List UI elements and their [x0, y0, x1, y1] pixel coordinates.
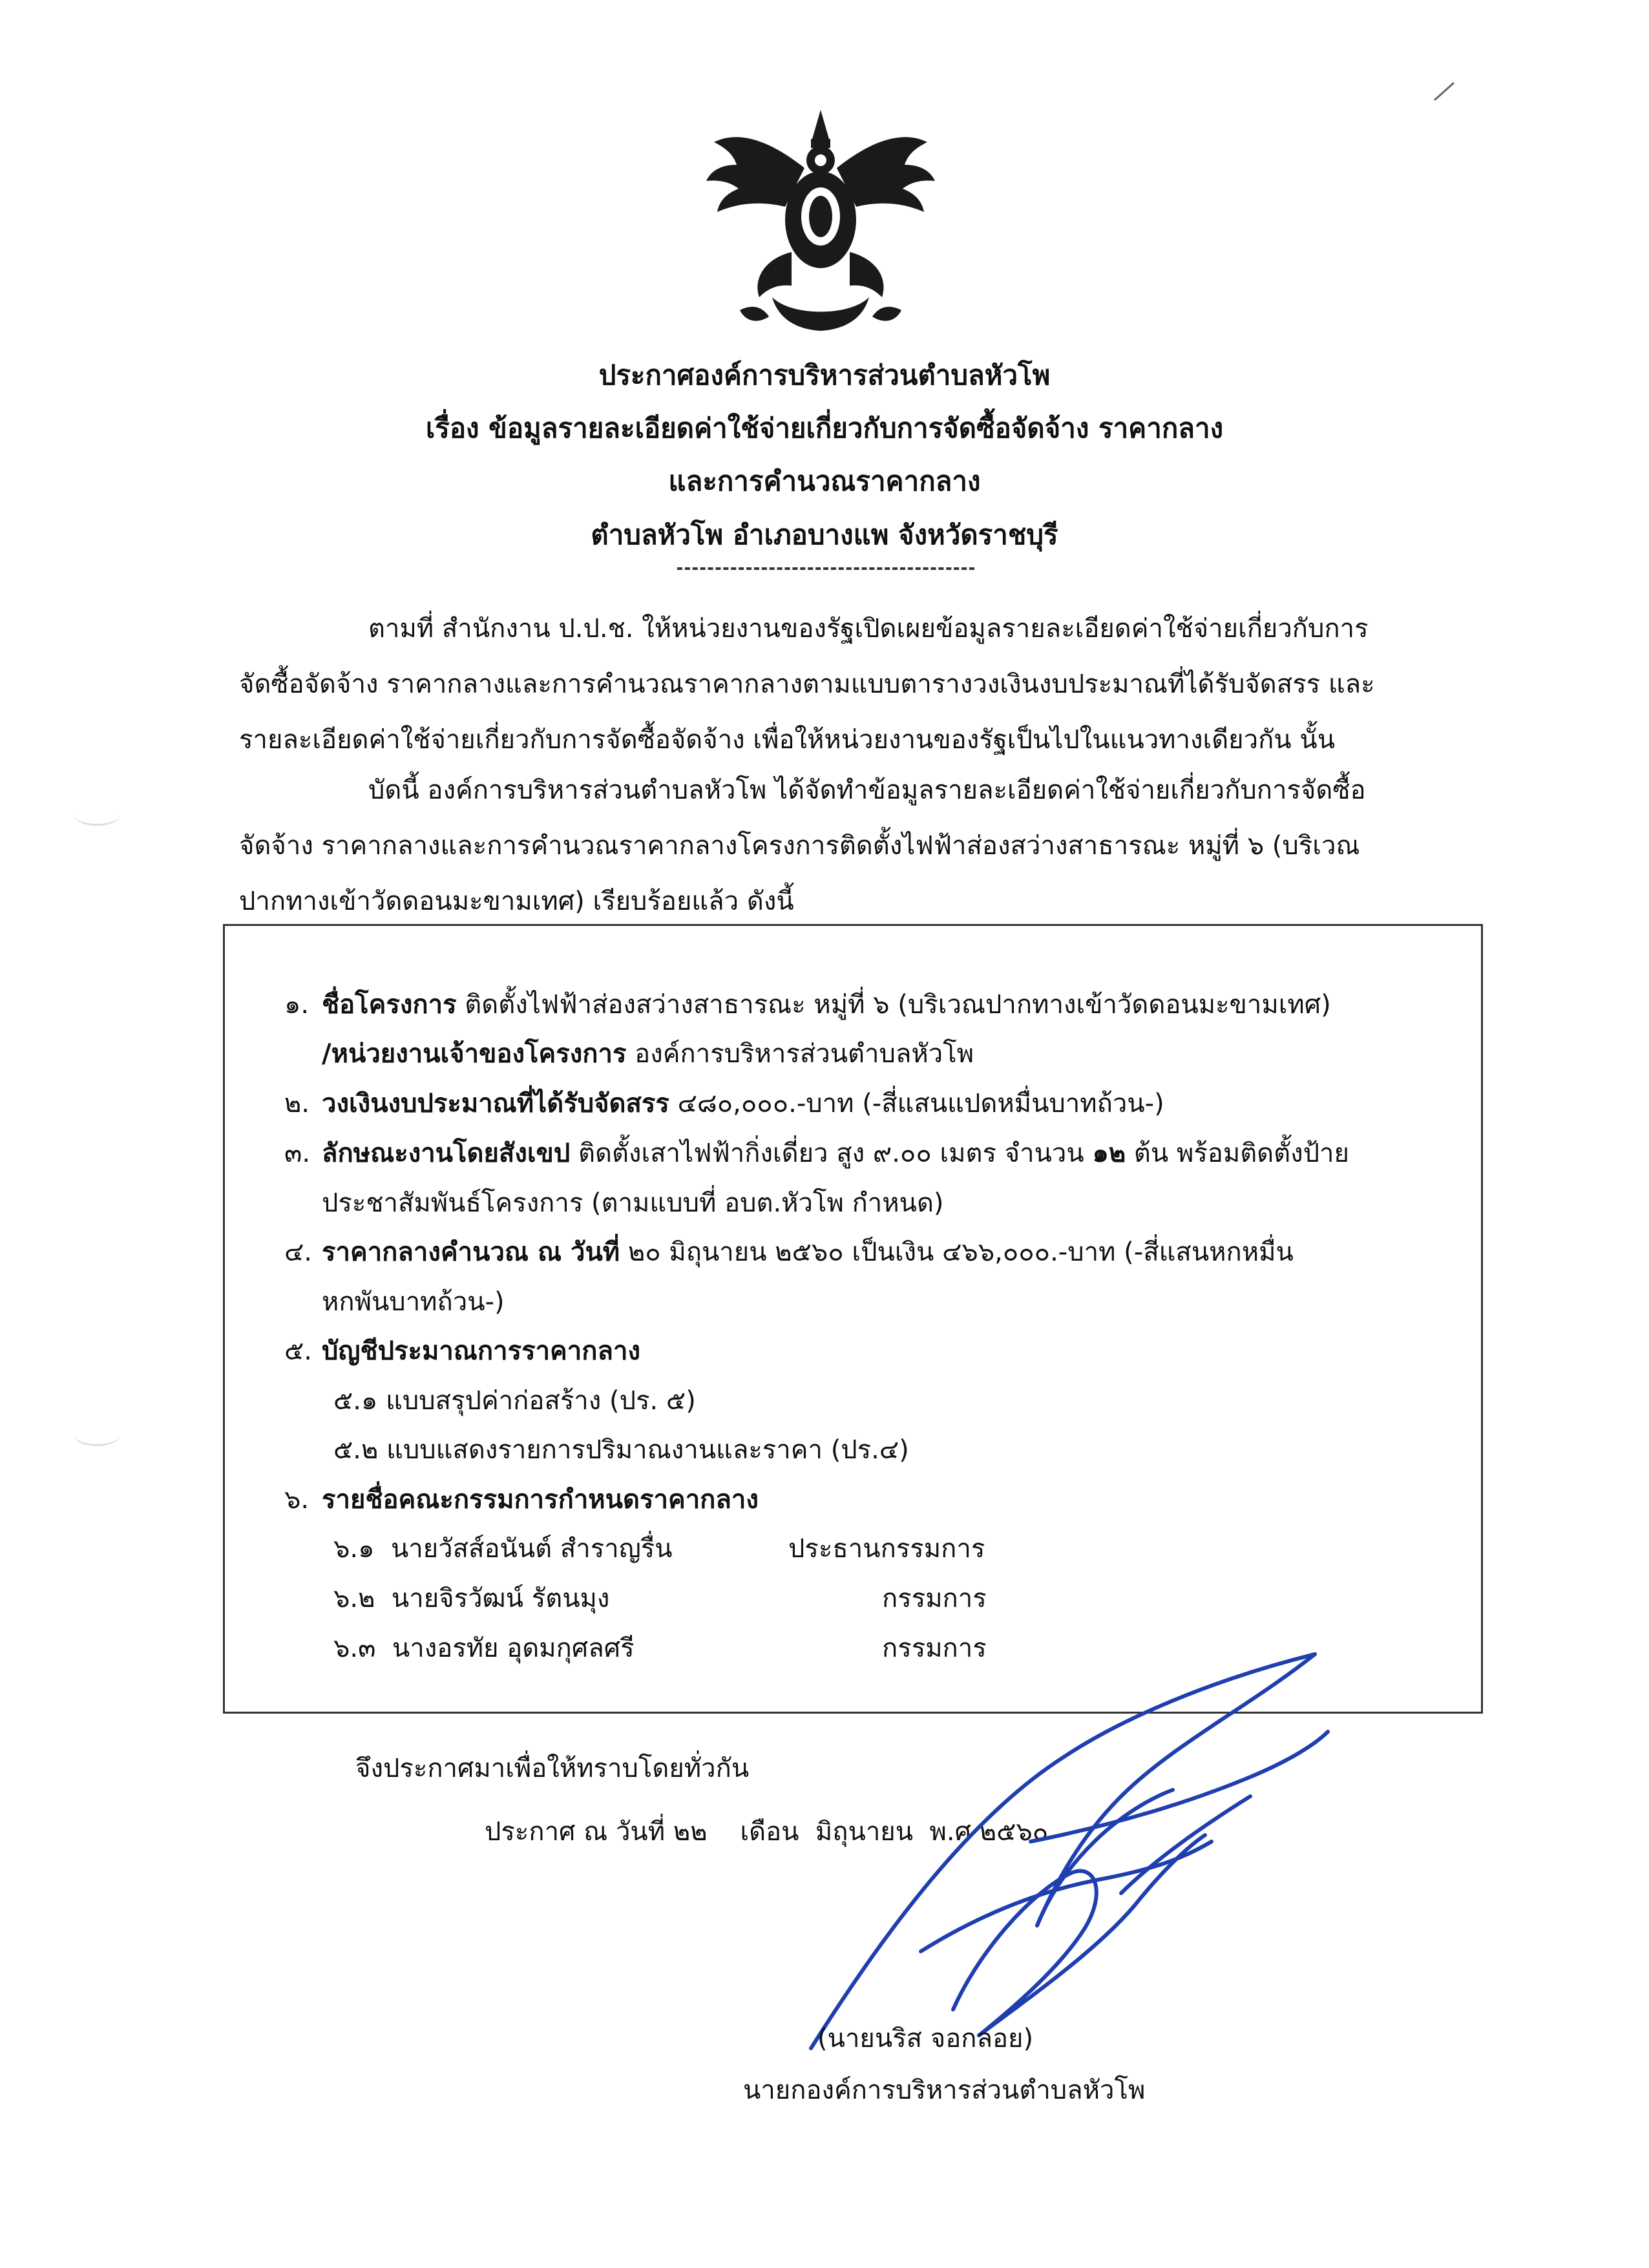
- member-name: นายวัสส์อนันต์ สำราญรื่น: [390, 1534, 673, 1564]
- handwritten-signature: [759, 1648, 1341, 2055]
- date-month-label: เดือน: [740, 1817, 799, 1847]
- item-4: [284, 1236, 1294, 1268]
- item-text: ติดตั้งไฟฟ้าส่องสว่างสาธารณะ หมู่ที่ ๖ (บริเวณปากทางเข้าวัดดอนมะขามเทศ): [456, 990, 1331, 1020]
- paragraph-line: จัดซื้อจัดจ้าง ราคากลางและการคำนวณราคากลางตามแบบตารางวงเงินงบประมาณที่ได้รับจัดสรร และ: [239, 669, 1375, 699]
- notice-paragraph: [239, 762, 1467, 929]
- item-number: ๔.: [284, 1237, 312, 1267]
- item-number: ๑.: [284, 990, 310, 1020]
- hole-punch-mark: [74, 1425, 120, 1446]
- item-5: [284, 1335, 640, 1367]
- garuda-emblem: [701, 103, 940, 336]
- item-label: บัญชีประมาณการราคากลาง: [322, 1336, 640, 1366]
- paragraph-line: จัดจ้าง ราคากลางและการคำนวณราคากลางโครงการติดตั้งไฟฟ้าส่องสว่างสาธารณะ หมู่ที่ ๖ (บริเวณ: [239, 831, 1360, 861]
- paragraph-line: ตามที่ สำนักงาน ป.ป.ช. ให้หน่วยงานของรัฐเปิดเผยข้อมูลรายละเอียดค่าใช้จ่ายเกี่ยวกับการ: [368, 614, 1369, 644]
- hole-punch-mark: [74, 804, 120, 826]
- item-label: รายชื่อคณะกรรมการกำหนดราคากลาง: [322, 1485, 759, 1515]
- item-text: องค์การบริหารส่วนตำบลหัวโพ: [626, 1039, 974, 1069]
- announcement-title: ประกาศองค์การบริหารส่วนตำบลหัวโพ: [598, 359, 1051, 391]
- item-6: [284, 1484, 759, 1516]
- item-text: ๒๐ มิถุนายน ๒๕๖๐ เป็นเงิน ๔๖๖,๐๐๐.-บาท (-สี่แสนหกหมื่น: [620, 1237, 1294, 1267]
- item-number: ๖.: [284, 1485, 310, 1515]
- item-label: ชื่อโครงการ: [322, 990, 457, 1020]
- date-year-label: พ.ศ: [929, 1817, 971, 1847]
- member-role: ประธานกรรมการ: [788, 1534, 985, 1564]
- member-name: นางอรทัย อุดมกุศลศรี: [392, 1633, 635, 1663]
- member-index: ๖.๒: [333, 1584, 375, 1613]
- item-label: /หน่วยงานเจ้าของโครงการ: [322, 1039, 627, 1069]
- item-text: ติดตั้งเสาไฟฟ้ากิ่งเดี่ยว สูง ๙.๐๐ เมตร จำนวน: [570, 1139, 1093, 1168]
- item-label: ราคากลางคำนวณ ณ วันที่: [322, 1237, 620, 1267]
- intro-paragraph: [239, 601, 1467, 768]
- paragraph-line: บัดนี้ องค์การบริหารส่วนตำบลหัวโพ ได้จัดทำข้อมูลรายละเอียดค่าใช้จ่ายเกี่ยวกับการจัดซื้อ: [368, 775, 1366, 805]
- date-prefix: ประกาศ ณ วันที่: [485, 1817, 666, 1847]
- item-1-owner: [322, 1038, 974, 1070]
- announce-closing: จึงประกาศมาเพื่อให้ทราบโดยทั่วกัน: [355, 1754, 750, 1783]
- member-index: ๖.๓: [333, 1633, 376, 1663]
- item-number: ๕.: [284, 1336, 312, 1366]
- date-day: ๒๒: [673, 1817, 708, 1847]
- committee-member: [333, 1632, 635, 1664]
- item-quantity: ๑๒: [1092, 1139, 1126, 1168]
- paragraph-line: ปากทางเข้าวัดดอนมะขามเทศ) เรียบร้อยแล้ว ดังนี้: [239, 887, 794, 916]
- pen-mark: [1431, 78, 1457, 103]
- date-month: มิถุนายน: [815, 1817, 914, 1847]
- item-3: [284, 1137, 1349, 1170]
- member-role: กรรมการ: [882, 1584, 987, 1613]
- signatory-name: (นายนริส จอกลอย): [817, 2024, 1034, 2053]
- item-number: ๓.: [284, 1139, 311, 1168]
- item-text: ต้น พร้อมติดตั้งป้าย: [1126, 1139, 1349, 1168]
- signatory-title: นายกองค์การบริหารส่วนตำบลหัวโพ: [743, 2075, 1146, 2105]
- location-line: ตำบลหัวโพ อำเภอบางแพ จังหวัดราชบุรี: [591, 519, 1058, 551]
- subject-line: เรื่อง ข้อมูลรายละเอียดค่าใช้จ่ายเกี่ยวกับการจัดซื้อจัดจ้าง ราคากลาง: [425, 412, 1224, 444]
- paragraph-line: รายละเอียดค่าใช้จ่ายเกี่ยวกับการจัดซื้อจัดจ้าง เพื่อให้หน่วยงานของรัฐเป็นไปในแนวทางเดียวกัน นั้น: [239, 725, 1336, 755]
- item-label: วงเงินงบประมาณที่ได้รับจัดสรร: [322, 1089, 669, 1118]
- committee-member: [333, 1582, 609, 1615]
- item-1: [284, 989, 1331, 1021]
- item-number: ๒.: [284, 1089, 310, 1118]
- item-text: ๔๘๐,๐๐๐.-บาท (-สี่แสนแปดหมื่นบาทถ้วน-): [669, 1089, 1164, 1118]
- item-label: ลักษณะงานโดยสังเขป: [322, 1139, 571, 1168]
- date-year: ๒๕๖๐: [979, 1817, 1049, 1847]
- item-5-1: ๕.๑ แบบสรุปค่าก่อสร้าง (ปร. ๕): [333, 1386, 696, 1416]
- member-index: ๖.๑: [333, 1534, 375, 1564]
- subject-line-2: และการคำนวณราคากลาง: [668, 465, 981, 497]
- committee-member: [333, 1533, 673, 1565]
- member-name: นายจิรวัฒน์ รัตนมุง: [391, 1584, 610, 1613]
- item-2: [284, 1087, 1164, 1120]
- item-5-2: ๕.๒ แบบแสดงรายการปริมาณงานและราคา (ปร.๔): [333, 1435, 909, 1465]
- item-3-cont: ประชาสัมพันธ์โครงการ (ตามแบบที่ อบต.หัวโพ กำหนด): [322, 1188, 944, 1218]
- item-4-cont: หกพันบาทถ้วน-): [322, 1287, 505, 1317]
- member-role: กรรมการ: [882, 1633, 987, 1663]
- header-divider: [677, 567, 974, 570]
